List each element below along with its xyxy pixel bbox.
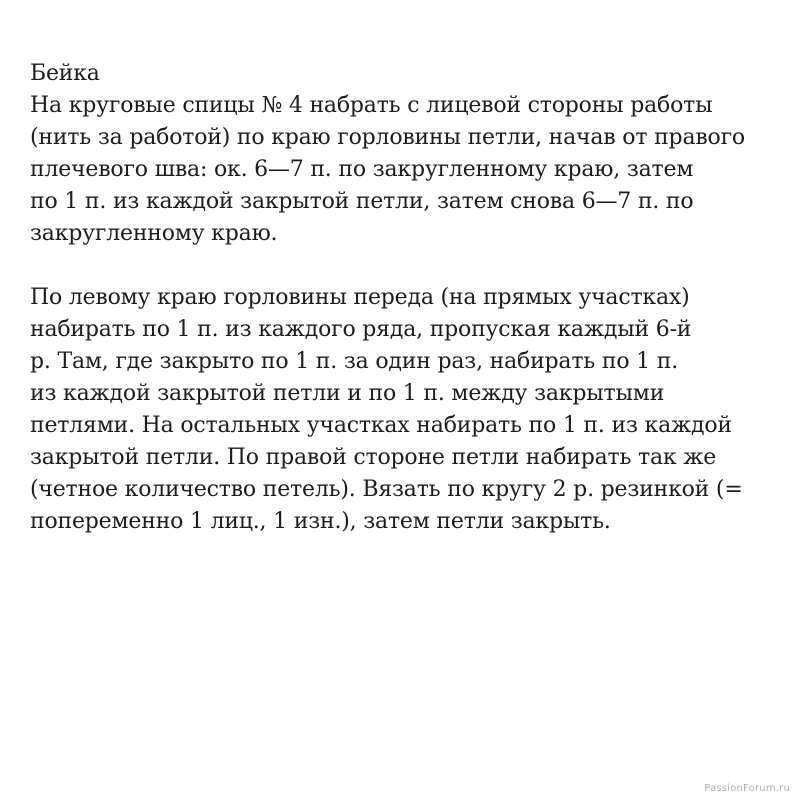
text-line: (нить за работой) по краю горловины петли, начав от правого xyxy=(30,125,745,150)
text-line: петлями. На остальных участках набирать по 1 п. из каждой xyxy=(30,413,732,438)
site-watermark: PassionForum.ru xyxy=(704,783,790,794)
text-line: закругленному краю. xyxy=(30,221,278,246)
text-line: набирать по 1 п. из каждого ряда, пропуская каждый 6-й xyxy=(30,317,692,342)
text-line: из каждой закрытой петли и по 1 п. между закрытыми xyxy=(30,381,665,406)
text-line: (четное количество петель). Вязать по кругу 2 р. резинкой (= xyxy=(30,477,743,502)
paragraph-2 xyxy=(30,282,780,538)
text-line: По левому краю горловины переда (на прямых участках) xyxy=(30,285,690,310)
text-line: закрытой петли. По правой стороне петли набирать так же xyxy=(30,445,717,470)
paragraph-spacer xyxy=(30,250,780,282)
section-heading: Бейка xyxy=(30,61,100,86)
paragraph-1 xyxy=(30,90,780,250)
text-line: попеременно 1 лиц., 1 изн.), затем петли закрыть. xyxy=(30,509,611,534)
text-line: по 1 п. из каждой закрытой петли, затем снова 6—7 п. по xyxy=(30,189,694,214)
text-line: р. Там, где закрыто по 1 п. за один раз, набирать по 1 п. xyxy=(30,349,679,374)
text-line: На круговые спицы № 4 набрать с лицевой стороны работы xyxy=(30,93,713,118)
document-page xyxy=(30,58,780,538)
text-line: плечевого шва: ок. 6—7 п. по закругленному краю, затем xyxy=(30,157,694,182)
